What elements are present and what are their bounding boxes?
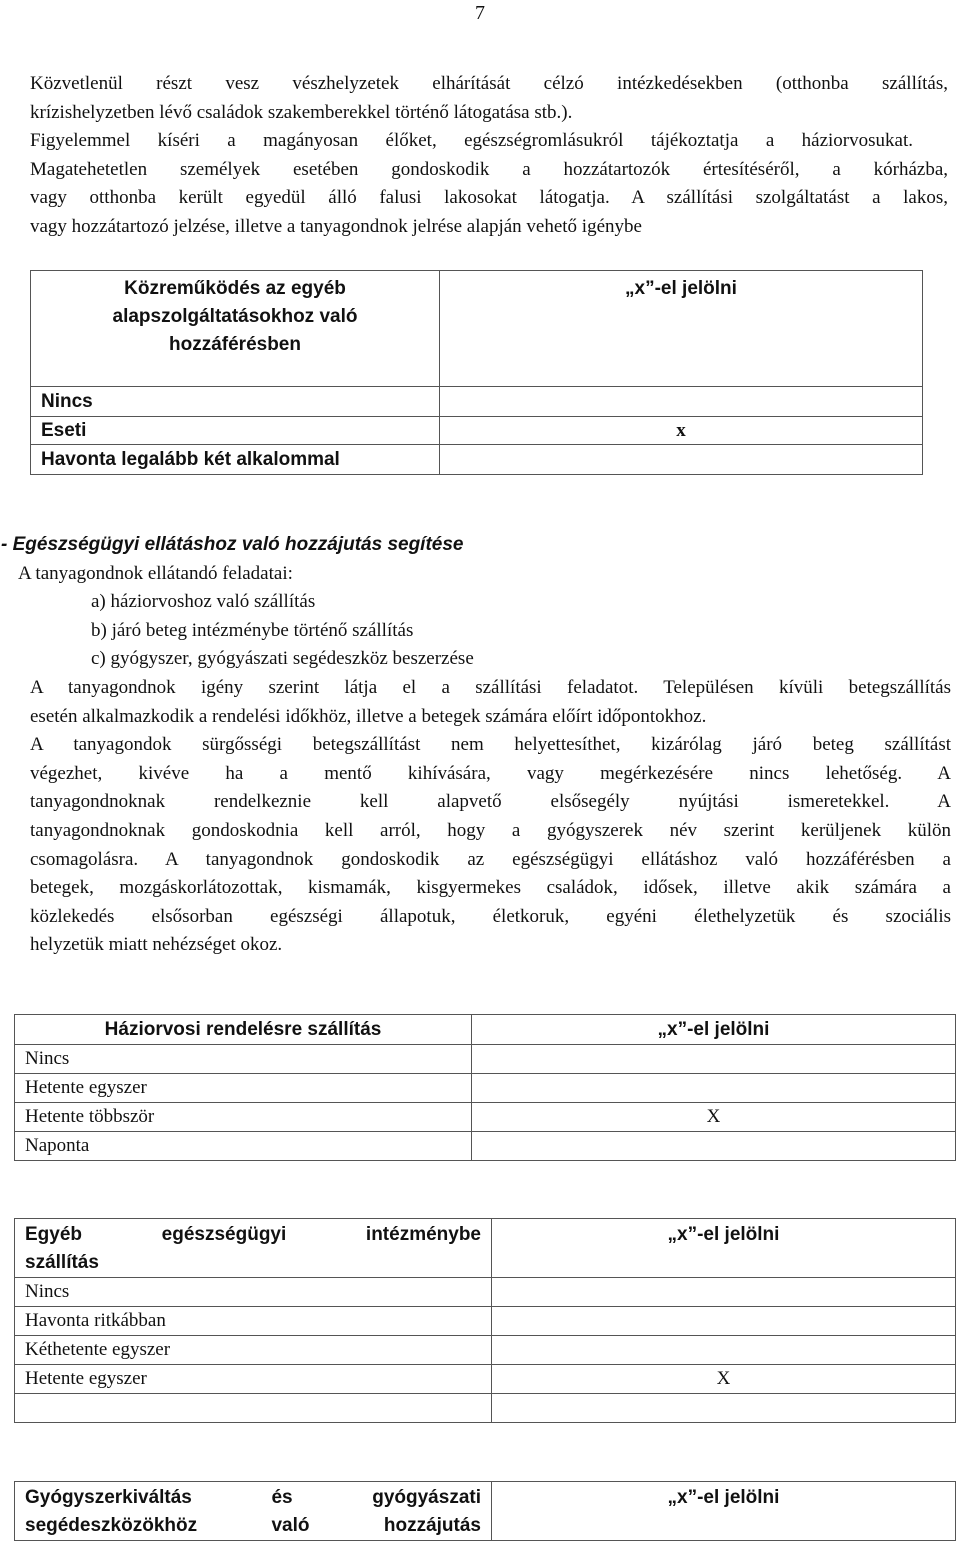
option-cell: Kéthetente egyszer xyxy=(15,1336,492,1365)
intro-line: vagy hozzátartozó jelzése, illetve a tanyagondnok jelrése alapján vehető igénybe xyxy=(30,215,642,237)
intro-line: krízishelyzetben lévő családok szakemberekkel történő látogatása stb.). xyxy=(30,101,573,123)
mark-cell xyxy=(492,1307,956,1336)
table-haziorvosi xyxy=(14,1014,956,1161)
mark-cell xyxy=(472,1132,956,1161)
table-gyogyszerkivaltas xyxy=(14,1481,956,1541)
mark-cell xyxy=(472,1074,956,1103)
paragraph-line: tanyagondnoknak gondoskodnia kell arról, hogy a gyógyszerek név szerint kerüljenek külön xyxy=(30,819,951,841)
table-header-left: Gyógyszerkiváltás és gyógyászati segédeszközökhöz való hozzájutás xyxy=(15,1482,492,1541)
intro-paragraph xyxy=(30,70,948,242)
option-cell: Naponta xyxy=(15,1132,472,1161)
option-cell-empty xyxy=(15,1394,492,1423)
table-kozremukodes xyxy=(30,270,923,475)
mark-cell xyxy=(492,1336,956,1365)
page-number: 7 xyxy=(475,2,485,24)
option-cell: Nincs xyxy=(15,1278,492,1307)
intro-line: Közvetlenül részt vesz vészhelyzetek elhárítását célzó intézkedésekben (otthonba szállítás, xyxy=(30,73,948,94)
option-cell: Eseti xyxy=(31,417,440,445)
option-cell: Havonta ritkábban xyxy=(15,1307,492,1336)
paragraph-line: A tanyagondok sürgősségi betegszállítást nem helyettesíthet, kizárólag járó beteg szállítást xyxy=(30,734,951,756)
option-cell: Hetente többször xyxy=(15,1103,472,1132)
mark-cell-selected: X xyxy=(492,1365,956,1394)
paragraph-line: végezhet, kivéve ha a mentő kihívására, vagy megérkezésére nincs lehetőség. A xyxy=(30,762,951,784)
task-item: b) járó beteg intézménybe történő szállítás xyxy=(91,619,414,641)
table-header-right: „x”-el jelölni xyxy=(492,1482,956,1541)
table-egyeb-intezmeny xyxy=(14,1218,956,1423)
option-cell: Havonta legalább két alkalommal xyxy=(31,445,440,475)
intro-line: Magatehetetlen személyek esetében gondoskodik a hozzátartozók értesítéséről, a kórházba, xyxy=(30,158,948,180)
task-item: a) háziorvoshoz való szállítás xyxy=(91,591,316,613)
mark-cell xyxy=(440,387,923,417)
mark-cell xyxy=(472,1045,956,1074)
option-cell: Hetente egyszer xyxy=(15,1365,492,1394)
option-cell: Nincs xyxy=(31,387,440,417)
paragraph-line: tanyagondnoknak rendelkeznie kell alapvető elsősegély nyújtási ismeretekkel. A xyxy=(30,791,951,813)
paragraph-line: A tanyagondnok igény szerint látja el a szállítási feladatot. Településen kívüli betegszállítás xyxy=(30,676,951,698)
intro-line: vagy otthonba került egyedül álló falusi lakosokat látogatja. A szállítási szolgáltatást a lakos, xyxy=(30,187,948,209)
mark-cell-selected: X xyxy=(472,1103,956,1132)
section-heading: - Egészségügyi ellátáshoz való hozzájutás segítése xyxy=(1,534,464,555)
option-cell: Nincs xyxy=(15,1045,472,1074)
table-header-left: Egyéb egészségügyi intézménybe szállítás xyxy=(15,1219,492,1278)
paragraph-line: esetén alkalmazkodik a rendelési időkhöz, illetve a betegek számára előírt időpontokhoz. xyxy=(30,705,707,727)
section-health xyxy=(1,531,951,960)
table-header-left: Közreműködés az egyéb alapszolgáltatásokhoz való hozzáférésben xyxy=(31,271,440,387)
table-header-left: Háziorvosi rendelésre szállítás xyxy=(15,1015,472,1045)
table-header-right: „x”-el jelölni xyxy=(440,271,923,387)
paragraph-line: betegek, mozgáskorlátozottak, kismamák, kisgyermekes családok, idősek, illetve akik számára a xyxy=(30,877,951,899)
paragraph-line: csomagolásra. A tanyagondnok gondoskodik az egészségügyi ellátáshoz való hozzáférésben a xyxy=(30,848,951,870)
intro-line: Figyelemmel kíséri a magányosan élőket, egészségromlásukról tájékoztatja a háziorvosukat. xyxy=(30,130,913,152)
section-intro: A tanyagondnok ellátandó feladatai: xyxy=(18,562,293,584)
paragraph-line: közlekedés elsősorban egészségi állapotuk, életkoruk, egyéni élethelyzetük és szociális xyxy=(30,905,951,927)
mark-cell xyxy=(492,1394,956,1423)
table-header-right: „x”-el jelölni xyxy=(472,1015,956,1045)
mark-cell-selected: x xyxy=(440,417,923,445)
option-cell: Hetente egyszer xyxy=(15,1074,472,1103)
table-header-right: „x”-el jelölni xyxy=(492,1219,956,1278)
mark-cell xyxy=(440,445,923,475)
paragraph-line: helyzetük miatt nehézséget okoz. xyxy=(30,934,283,956)
mark-cell xyxy=(492,1278,956,1307)
task-item: c) gyógyszer, gyógyászati segédeszköz beszerzése xyxy=(91,648,474,670)
